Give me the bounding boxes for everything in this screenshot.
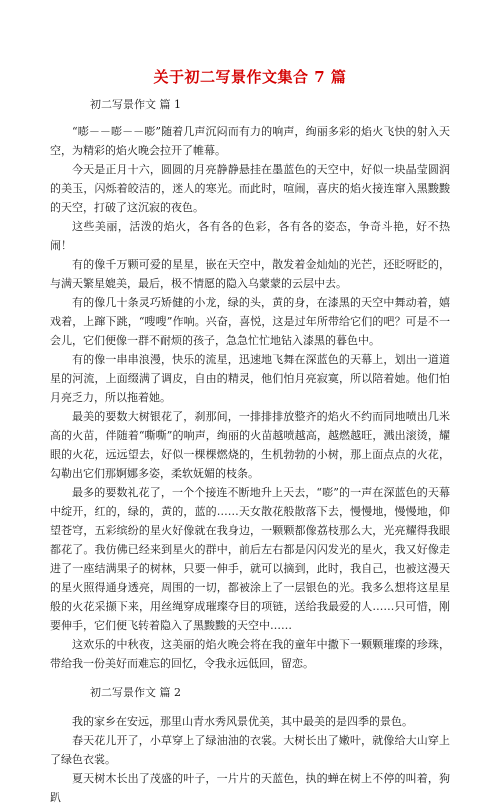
paragraph: 有的像几十条灵巧矫健的小龙，绿的头，黄的身，在漆黑的天空中舞动着，嬉戏着，上蹿下跳，“嗖嗖”作响。兴奋，喜悦，这是过年所带给它们的吧？可是不一会儿，它们便像一群不耐烦的孩子，急急忙忙地钻入漆黑的暮色中。 — [50, 296, 450, 347]
paragraph: 这欢乐的中秋夜，这美丽的焰火晚会将在我的童年中撒下一颗颗璀璨的珍珠，带给我一份美好而难忘的回忆，令我永远低回，留恋。 — [50, 638, 450, 670]
paragraph: 夏天树木长出了茂盛的叶子，一片片的天蓝色，执的蝉在树上不停的叫着，狗趴 — [50, 772, 450, 804]
paragraph: 这些美丽，活泼的焰火，各有各的色彩，各有各的姿态，争奇斗艳，好不热闹！ — [50, 220, 450, 252]
paragraph: 有的像千万颗可爱的星星，嵌在天空中，散发着金灿灿的光芒，还眨呀眨的，与满天繁星媲美，最后，极不情愿的隐入乌蒙蒙的云层中去。 — [50, 258, 450, 290]
section-heading-1: 初二写景作文 篇 1 — [90, 98, 181, 111]
paragraph: 我的家乡在安远，那里山青水秀风景优美，其中最美的是四季的景色。 — [72, 715, 413, 728]
document-title: 关于初二写景作文集合 7 篇 — [153, 68, 347, 86]
section-heading-2: 初二写景作文 篇 2 — [90, 686, 181, 699]
paragraph: 春天花儿开了，小草穿上了绿油油的衣裳。大树长出了嫩叶，就像给大山穿上了绿色衣裳。 — [50, 734, 450, 766]
paragraph: 今天是正月十六，圆圆的月亮静静悬挂在墨蓝色的天空中，好似一块晶莹圆润的美玉，闪烁着皎洁的，迷人的寒光。而此时，喧闹，喜庆的焰火接连窜入黑黢黢的天空，打破了这沉寂的夜色。 — [50, 163, 450, 214]
paragraph: 最多的要数礼花了，一个个接连不断地升上天去，“嘭”的一声在深蓝色的天幕中绽开，红的，绿的，黄的，蓝的……天女散花般散落下去，慢慢地，慢慢地，仰望苍穹，五彩缤纷的星火好像就在我身边，一颗颗都像荔枝那么大，光亮耀得我眼都花了。我仿佛已经来到星火的群中，前后左右都是闪闪发光的星火，我又好像走进了一座结满果子的树林，只要一伸手，就可以摘到，此时，我自己，也被这漫天的星火照得通身透亮，周围的一切，都被涂上了一层银色的光。我多么想将这星星般的火花采撷下来，用丝绳穿成璀璨夺目的项链，送给我最爱的人……只可惜，刚要伸手，它们便飞转着隐入了黑黢黢的天空中…… — [50, 486, 450, 632]
paragraph: “嘭－－嘭－－嘭”随着几声沉闷而有力的响声，绚丽多彩的焰火飞快的射入天空，为精彩的焰火晚会拉开了帷幕。 — [50, 125, 450, 157]
paragraph: 最美的要数大树银花了，刹那间，一排排排放整齐的焰火不约而同地喷出几米高的火苗，伴随着“嘶嘶”的响声，绚丽的火苗越喷越高，越燃越旺，溅出滚烫，耀眼的火花，远远望去，好似一棵棵燃烧的，生机勃勃的小树，那上面点点的火花，勾勒出它们那婀娜多姿，柔软妩媚的枝条。 — [50, 410, 450, 480]
paragraph: 有的像一串串浪漫，快乐的流星，迅速地飞舞在深蓝色的天幕上，划出一道道星的河流，上面缀满了调皮，自由的精灵，他们怕月亮寂寞，所以陪着她。他们怕月亮乏力，所以拖着她。 — [50, 353, 450, 404]
